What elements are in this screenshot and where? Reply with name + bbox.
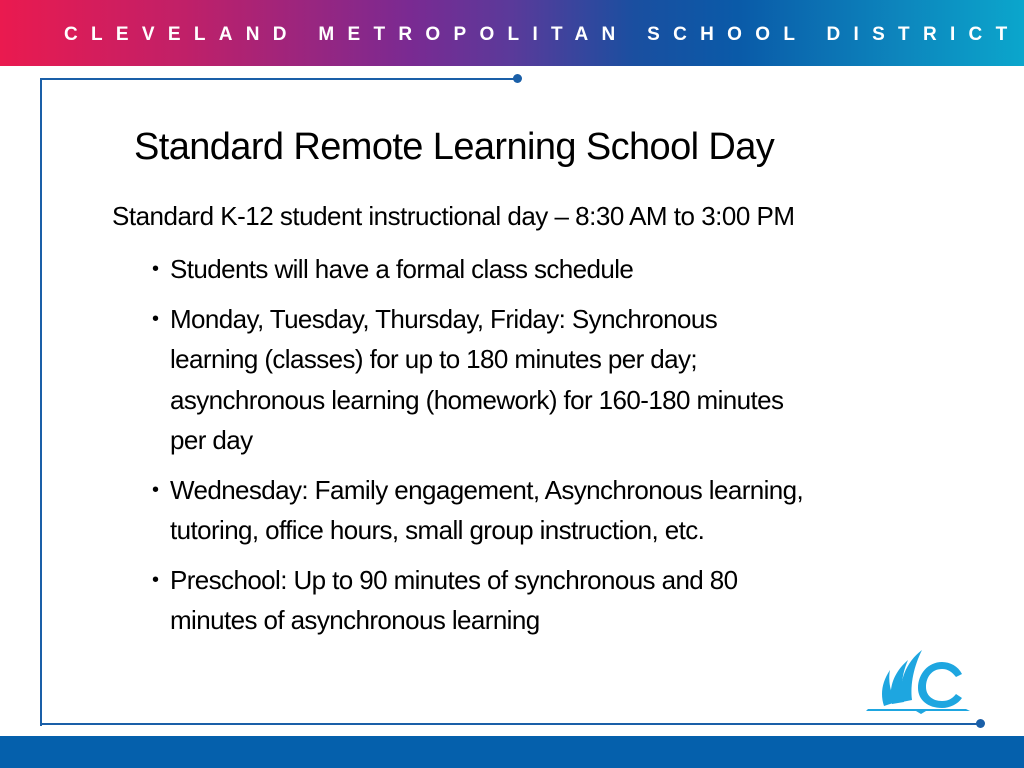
footer-band (0, 736, 1024, 768)
bullet-icon: • (152, 478, 159, 501)
bullet-item (152, 249, 803, 290)
frame-line-left (40, 78, 42, 726)
bullet-icon: • (152, 307, 159, 330)
frame-line-top (40, 78, 518, 80)
slide-title: Standard Remote Learning School Day (134, 126, 775, 168)
bullet-item (152, 560, 803, 641)
bullet-text: Preschool: Up to 90 minutes of synchronous and 80 (170, 564, 738, 595)
bullet-text: asynchronous learning (homework) for 160-180 minutes (170, 384, 784, 415)
bullet-icon: • (152, 568, 159, 591)
bullet-text: Monday, Tuesday, Thursday, Friday: Synchronous (170, 303, 718, 334)
bullet-text: Students will have a formal class schedule (170, 254, 634, 284)
bullet-text: per day (170, 425, 253, 455)
frame-dot-top (513, 74, 522, 83)
lead-text: Standard K-12 student instructional day – 8:30 AM to 3:00 PM (112, 201, 795, 231)
frame-dot-bottom (976, 719, 985, 728)
bullet-item (152, 470, 803, 551)
cmsd-logo-icon (866, 644, 976, 714)
bullet-list (152, 249, 803, 650)
frame-line-bottom (40, 723, 980, 725)
header-banner (0, 0, 1024, 66)
bullet-text: learning (classes) for up to 180 minutes per day; (170, 344, 697, 374)
bullet-text: tutoring, office hours, small group instruction, etc. (170, 515, 705, 545)
bullet-icon: • (152, 258, 159, 280)
bullet-text: minutes of asynchronous learning (170, 605, 540, 635)
bullet-text: Wednesday: Family engagement, Asynchronous learning, (170, 474, 804, 505)
bullet-item (152, 299, 803, 461)
district-name: CLEVELAND METROPOLITAN SCHOOL DISTRICT (64, 24, 1021, 45)
